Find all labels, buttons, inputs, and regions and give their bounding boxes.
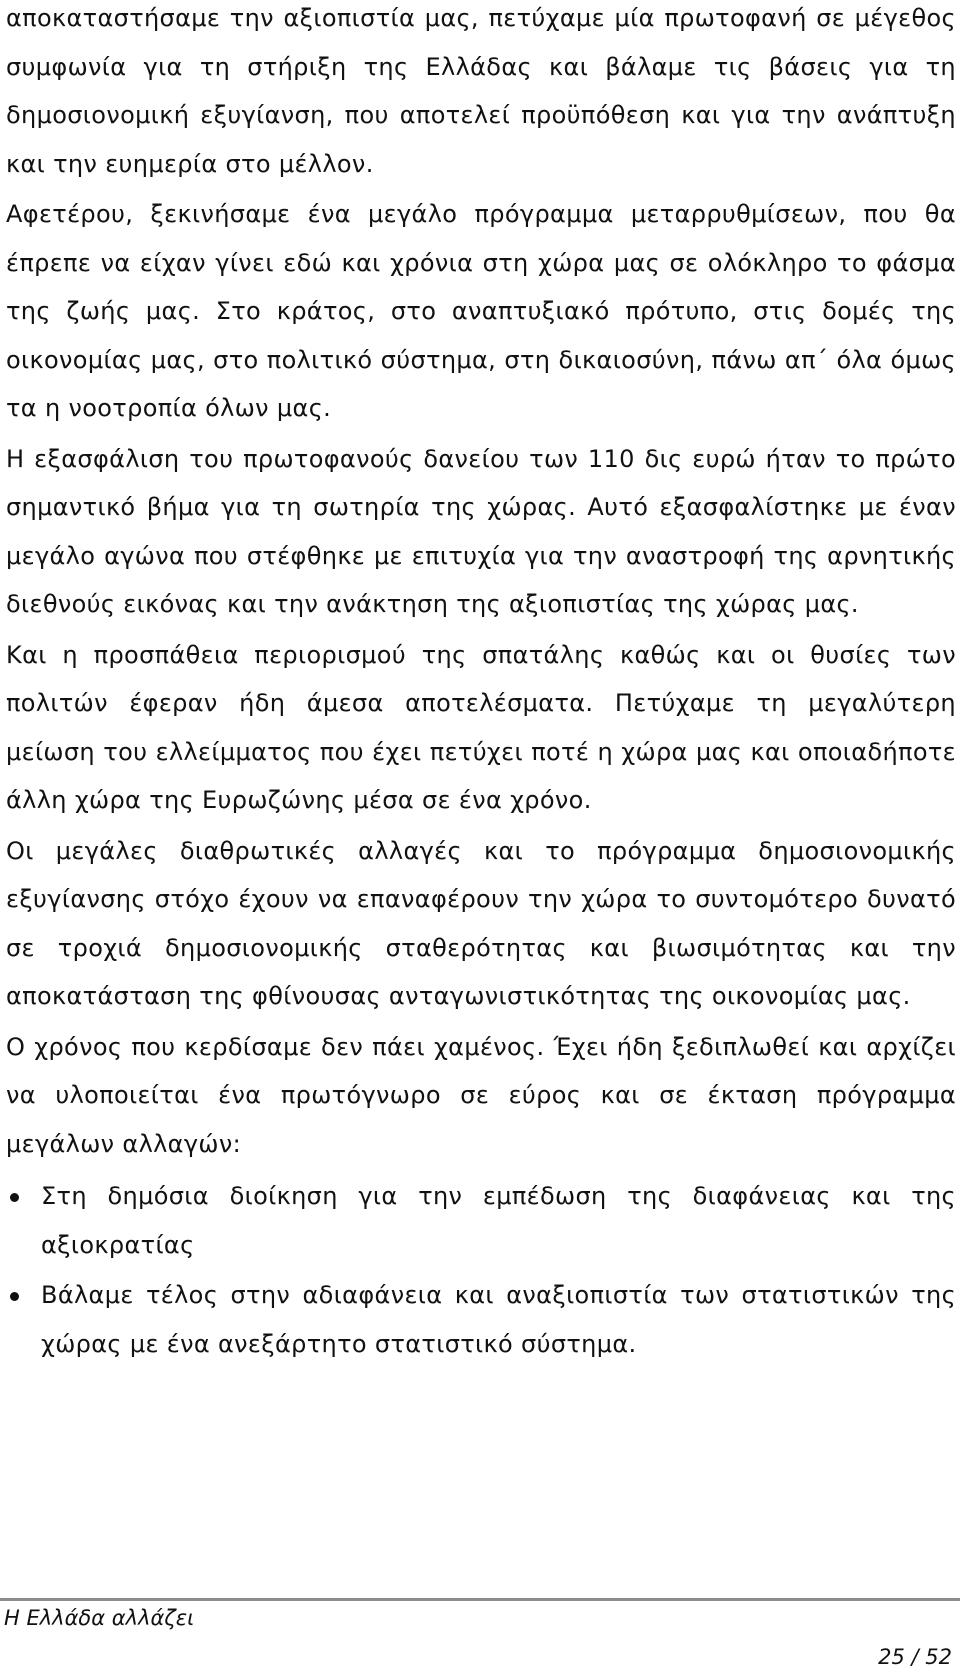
footer-title: Η Ελλάδα αλλάζει (4, 1606, 195, 1630)
page-number: 25 / 52 (878, 1645, 952, 1669)
list-item-text: Βάλαμε τέλος στην αδιαφάνεια και αναξιοπιστία των στατιστικών της χώρας με ένα ανεξάρτητο στατιστικό σύστημα. (41, 1281, 956, 1358)
footer-divider (0, 1598, 960, 1601)
list-item (6, 1271, 956, 1368)
document-body (6, 0, 956, 1370)
paragraph: Και η προσπάθεια περιορισμού της σπατάλης καθώς και οι θυσίες των πολιτών έφεραν ήδη άμεσα αποτελέσματα. Πετύχαμε τη μεγαλύτερη μείωση του ελλείμματος που έχει πετύχει ποτέ η χώρα μας και οποιαδήποτε άλλη χώρα της Ευρωζώνης μέσα σε ένα χρόνο. (6, 640, 956, 814)
list-item-text: Στη δημόσια διοίκηση για την εμπέδωση της διαφάνειας και της αξιοκρατίας (41, 1182, 956, 1259)
list-item (6, 1172, 956, 1269)
bullet-icon (10, 1193, 19, 1202)
paragraph: Ο χρόνος που κερδίσαμε δεν πάει χαμένος. Έχει ήδη ξεδιπλωθεί και αρχίζει να υλοποιείται ένα πρωτόγνωρο σε εύρος και σε έκταση πρόγραμμα μεγάλων αλλαγών: (6, 1032, 956, 1158)
paragraph: Οι μεγάλες διαθρωτικές αλλαγές και το πρόγραμμα δημοσιονομικής εξυγίανσης στόχο έχουν να επαναφέρουν την χώρα το συντομότερο δυνατό σε τροχιά δημοσιονομικής σταθερότητας και βιωσιμότητας και την αποκατάσταση της φθίνουσας ανταγωνιστικότητας της οικονομίας μας. (6, 836, 956, 1010)
paragraph: Αφετέρου, ξεκινήσαμε ένα μεγάλο πρόγραμμα μεταρρυθμίσεων, που θα έπρεπε να είχαν γίνει εδώ και χρόνια στη χώρα μας σε ολόκληρο το φάσμα της ζωής μας. Στο κράτος, στο αναπτυξιακό πρότυπο, στις δομές της οικονομίας μας, στο πολιτικό σύστημα, στη δικαιοσύνη, πάνω απ΄ όλα όμως τα η νοοτροπία όλων μας. (6, 200, 956, 422)
bullet-list (6, 1172, 956, 1368)
paragraph: αποκαταστήσαμε την αξιοπιστία μας, πετύχαμε μία πρωτοφανή σε μέγεθος συμφωνία για τη στήριξη της Ελλάδας και βάλαμε τις βάσεις για τη δημοσιονομική εξυγίανση, που αποτελεί προϋπόθεση και για την ανάπτυξη και την ευημερία στο μέλλον. (6, 4, 956, 178)
paragraph: Η εξασφάλιση του πρωτοφανούς δανείου των 110 δις ευρώ ήταν το πρώτο σημαντικό βήμα για τη σωτηρία της χώρας. Αυτό εξασφαλίστηκε με έναν μεγάλο αγώνα που στέφθηκε με επιτυχία για την αναστροφή της αρνητικής διεθνούς εικόνας και την ανάκτηση της αξιοπιστίας της χώρας μας. (6, 444, 956, 618)
bullet-icon (10, 1292, 19, 1301)
